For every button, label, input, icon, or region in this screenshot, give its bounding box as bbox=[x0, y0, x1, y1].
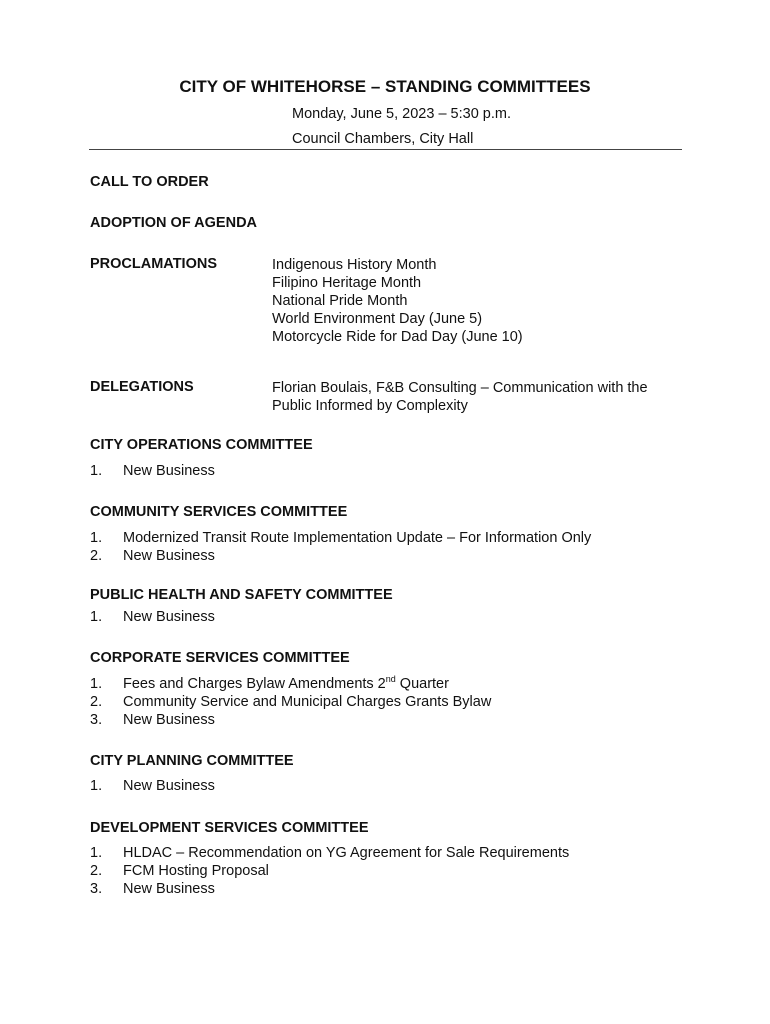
heading-corporate-services: CORPORATE SERVICES COMMITTEE bbox=[90, 650, 350, 666]
list-item: New Business bbox=[123, 881, 215, 897]
list-item bbox=[123, 676, 449, 692]
list-item: World Environment Day (June 5) bbox=[272, 311, 483, 327]
heading-community-services: COMMUNITY SERVICES COMMITTEE bbox=[90, 504, 348, 520]
item-number: 1. bbox=[90, 609, 103, 625]
item-text: Quarter bbox=[395, 676, 449, 692]
item-number: 3. bbox=[90, 712, 103, 728]
heading-delegations: DELEGATIONS bbox=[90, 379, 194, 395]
list-item: New Business bbox=[123, 712, 215, 728]
heading-city-planning: CITY PLANNING COMMITTEE bbox=[90, 753, 294, 769]
item-number: 1. bbox=[90, 676, 103, 692]
list-item: New Business bbox=[123, 548, 215, 564]
delegation-line: Florian Boulais, F&B Consulting – Communication with the bbox=[272, 380, 648, 396]
list-item: New Business bbox=[123, 609, 215, 625]
list-item: Motorcycle Ride for Dad Day (June 10) bbox=[272, 329, 523, 345]
heading-city-operations: CITY OPERATIONS COMMITTEE bbox=[90, 437, 313, 453]
item-number: 2. bbox=[90, 863, 103, 879]
heading-proclamations: PROCLAMATIONS bbox=[90, 256, 218, 272]
heading-adoption-of-agenda: ADOPTION OF AGENDA bbox=[90, 215, 258, 231]
meeting-date: Monday, June 5, 2023 – 5:30 p.m. bbox=[292, 106, 511, 122]
item-number: 1. bbox=[90, 778, 103, 794]
delegations-text bbox=[272, 379, 648, 415]
list-item: National Pride Month bbox=[272, 293, 408, 309]
delegation-line: Public Informed by Complexity bbox=[272, 398, 468, 414]
list-item: Indigenous History Month bbox=[272, 257, 437, 273]
list-item: FCM Hosting Proposal bbox=[123, 863, 269, 879]
heading-call-to-order: CALL TO ORDER bbox=[90, 174, 209, 190]
list-item: New Business bbox=[123, 463, 215, 479]
proclamations-list bbox=[272, 256, 523, 346]
list-item: Community Service and Municipal Charges Grants Bylaw bbox=[123, 694, 492, 710]
header-divider bbox=[89, 149, 682, 150]
heading-public-health-safety: PUBLIC HEALTH AND SAFETY COMMITTEE bbox=[90, 587, 393, 603]
item-number: 2. bbox=[90, 548, 103, 564]
item-number: 1. bbox=[90, 845, 103, 861]
heading-development-services: DEVELOPMENT SERVICES COMMITTEE bbox=[90, 820, 369, 836]
item-number: 1. bbox=[90, 530, 103, 546]
list-item: New Business bbox=[123, 778, 215, 794]
item-text: Fees and Charges Bylaw Amendments 2 bbox=[123, 676, 386, 692]
meeting-location: Council Chambers, City Hall bbox=[292, 131, 474, 147]
item-number: 3. bbox=[90, 881, 103, 897]
list-item: HLDAC – Recommendation on YG Agreement for Sale Requirements bbox=[123, 845, 570, 861]
page-title: CITY OF WHITEHORSE – STANDING COMMITTEES bbox=[179, 77, 591, 96]
item-number: 1. bbox=[90, 463, 103, 479]
ordinal-suffix: nd bbox=[385, 674, 396, 685]
list-item: Modernized Transit Route Implementation Update – For Information Only bbox=[123, 530, 592, 546]
item-number: 2. bbox=[90, 694, 103, 710]
list-item: Filipino Heritage Month bbox=[272, 275, 422, 291]
